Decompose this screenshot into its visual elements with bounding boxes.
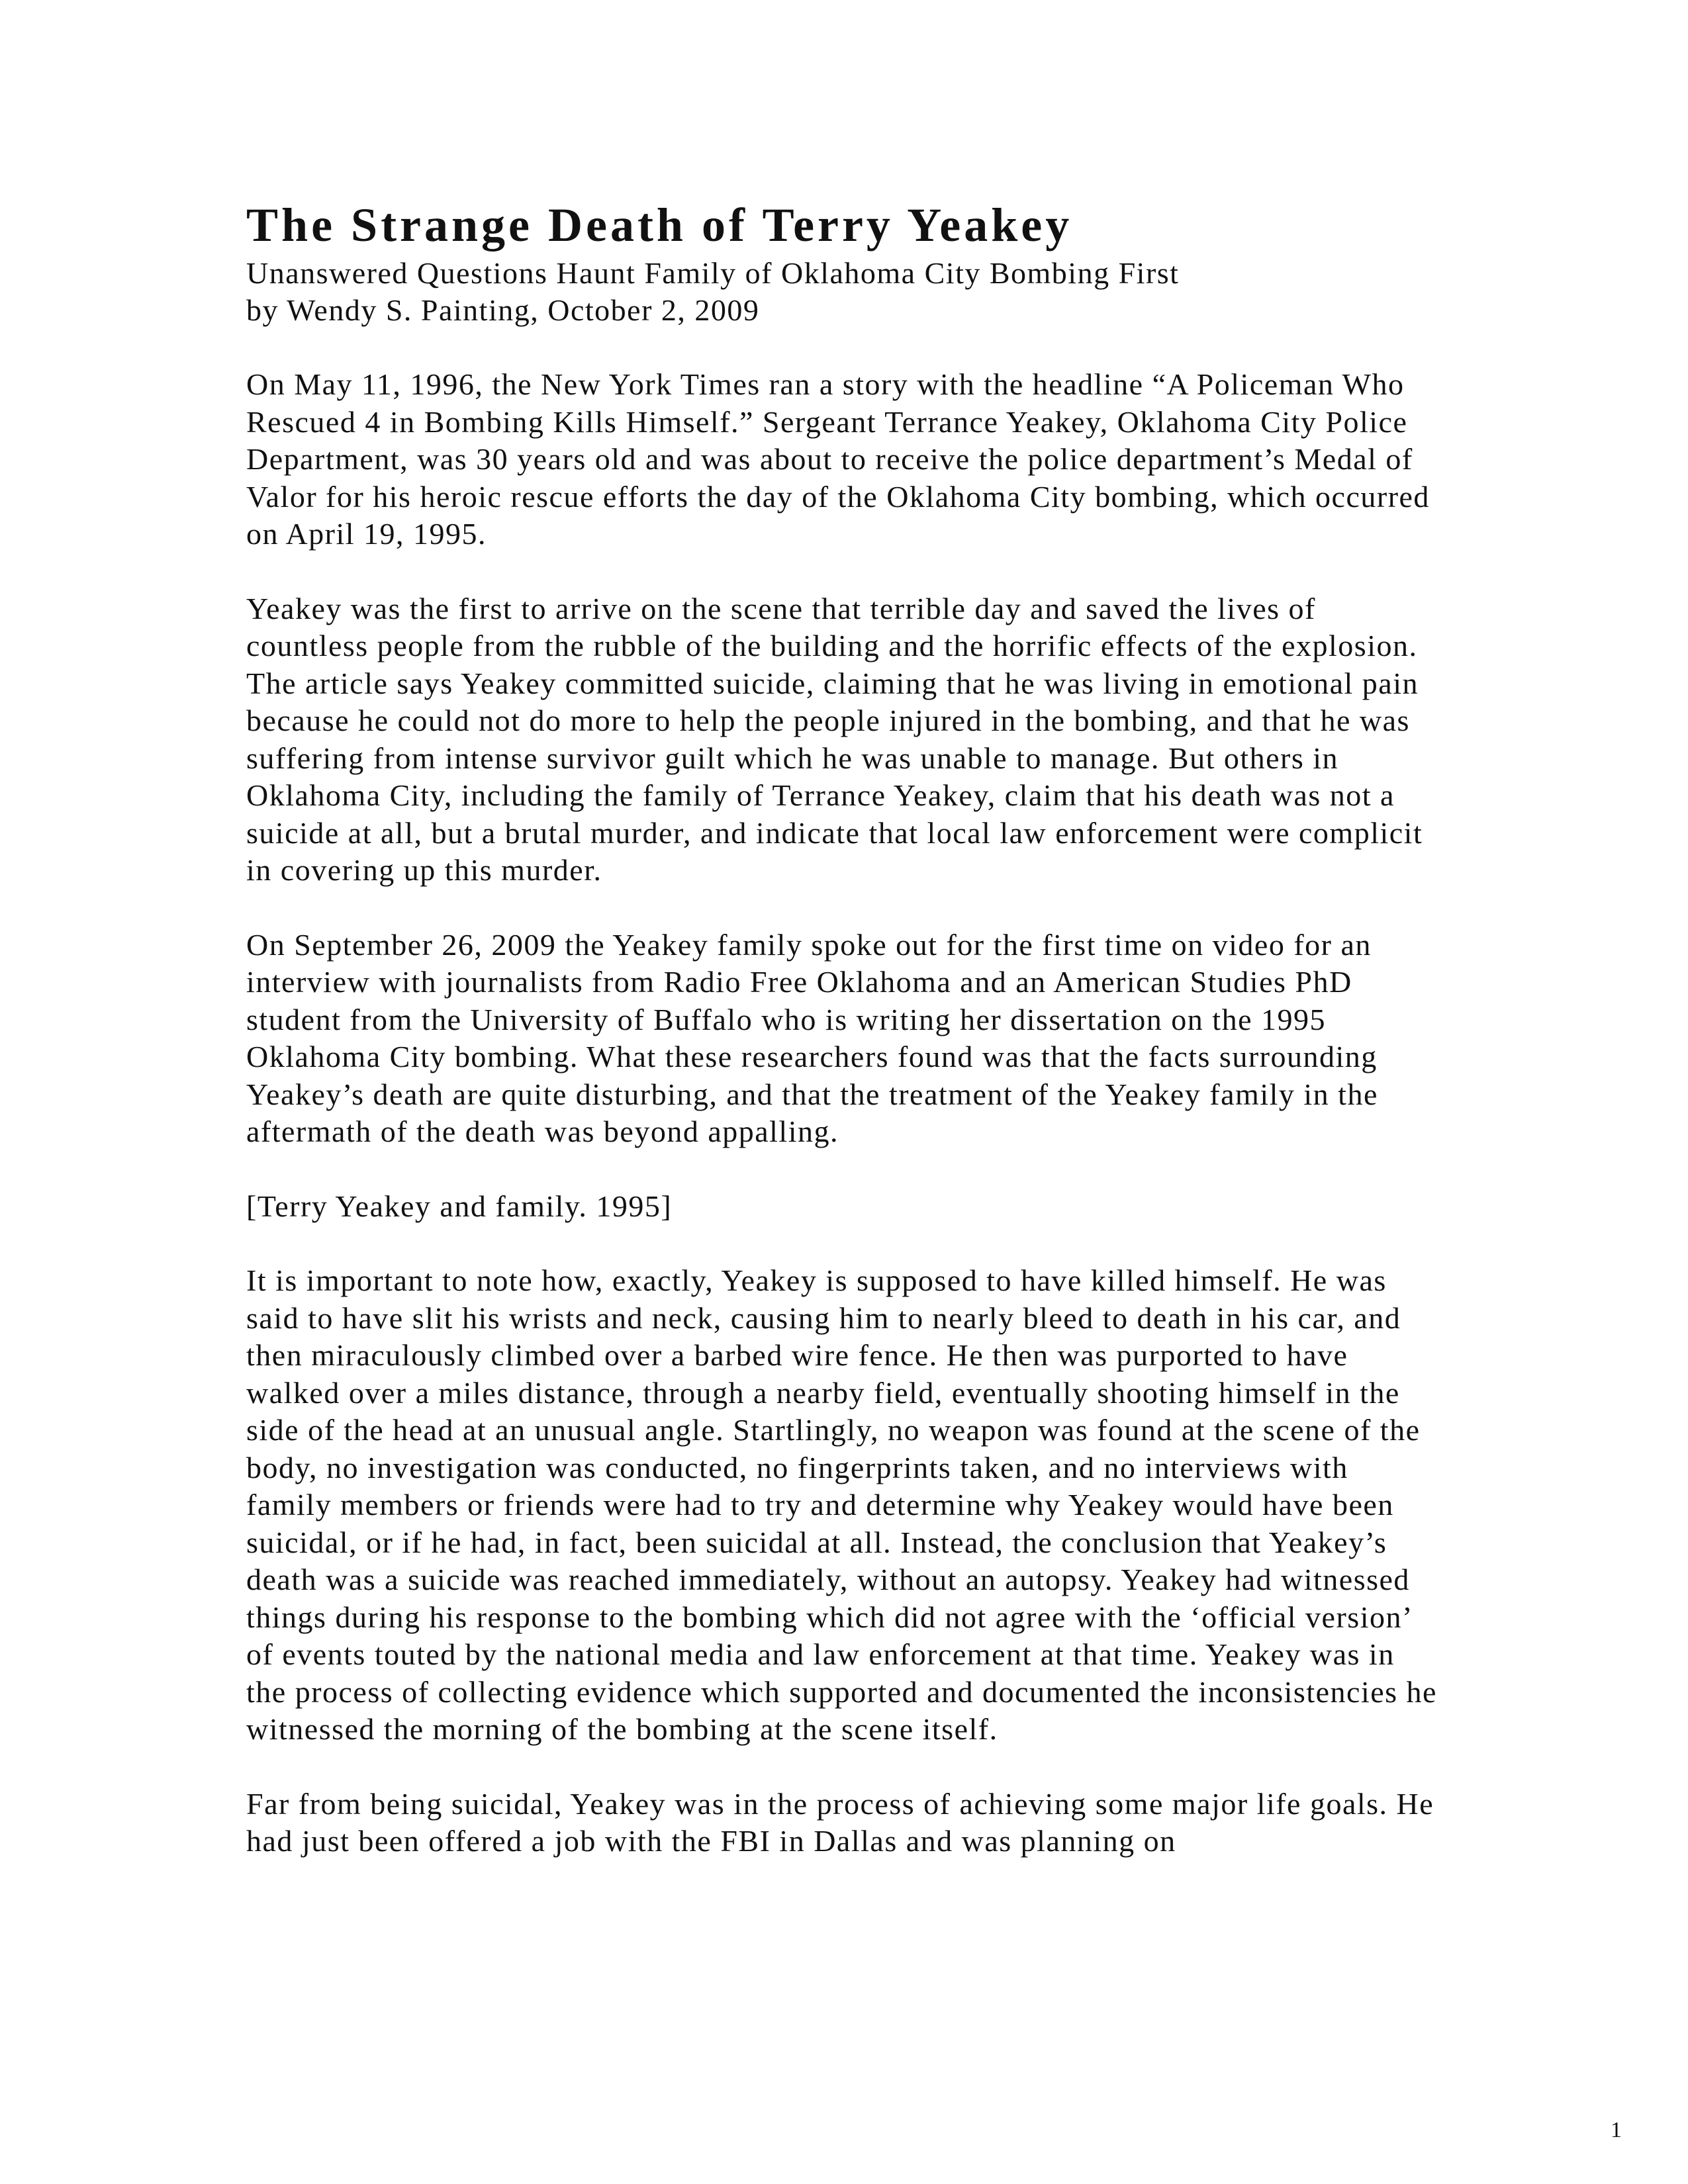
article-body bbox=[246, 195, 1438, 1860]
paragraph-1: On May 11, 1996, the New York Times ran a story with the headline “A Policeman Who Rescued 4 in Bombing Kills Himself.” Sergeant Terrance Yeakey, Oklahoma City Police Department, was 30 years old and was about to receive the police department’s Medal of Valor for his heroic rescue efforts the day of the Oklahoma City bombing, which occurred on April 19, 1995. bbox=[246, 367, 1430, 551]
paragraph-3: On September 26, 2009 the Yeakey family spoke out for the first time on video for an interview with journalists from Radio Free Oklahoma and an American Studies PhD student from the University of Buffalo who is writing her dissertation on the 1995 Oklahoma City bombing. What these researchers found was that the facts surrounding Yeakey’s death are quite disturbing, and that the treatment of the Yeakey family in the aftermath of the death was beyond appalling. bbox=[246, 927, 1378, 1148]
paragraph-5: Far from being suicidal, Yeakey was in the process of achieving some major life goals. He had just been offered a job with the FBI in Dallas and was planning on bbox=[246, 1786, 1434, 1858]
image-caption: [Terry Yeakey and family. 1995] bbox=[246, 1189, 673, 1223]
article-title: The Strange Death of Terry Yeakey bbox=[246, 199, 1073, 251]
page-number: 1 bbox=[1611, 2118, 1622, 2142]
paragraph-4: It is important to note how, exactly, Yeakey is supposed to have killed himself. He was said to have slit his wrists and neck, causing him to nearly bleed to death in his car, and then miraculously climbed over a barbed wire fence. He then was purported to have walked over a miles distance, through a nearby field, eventually shooting himself in the side of the head at an unusual angle. Startlingly, no weapon was found at the scene of the body, no investigation was conducted, no fingerprints taken, and no interviews with family members or friends were had to try and determine why Yeakey would have been suicidal, or if he had, in fact, been suicidal at all. Instead, the conclusion that Yeakey’s death was a suicide was reached immediately, without an autopsy. Yeakey had witnessed things during his response to the bombing which did not agree with the ‘official version’ of events touted by the national media and law enforcement at that time. Yeakey was in the process of collecting evidence which supported and documented the inconsistencies he witnessed the morning of the bombing at the scene itself. bbox=[246, 1263, 1437, 1746]
paragraph-2: Yeakey was the first to arrive on the scene that terrible day and saved the lives of countless people from the rubble of the building and the horrific effects of the explosion. The article says Yeakey committed suicide, claiming that he was living in emotional pain because he could not do more to help the people injured in the bombing, and that he was suffering from intense survivor guilt which he was unable to manage. But others in Oklahoma City, including the family of Terrance Yeakey, claim that his death was not a suicide at all, but a brutal murder, and indicate that local law enforcement were complicit in covering up this murder. bbox=[246, 591, 1423, 887]
article-subtitle: Unanswered Questions Haunt Family of Oklahoma City Bombing First bbox=[246, 256, 1180, 290]
article-byline: by Wendy S. Painting, October 2, 2009 bbox=[246, 293, 760, 327]
